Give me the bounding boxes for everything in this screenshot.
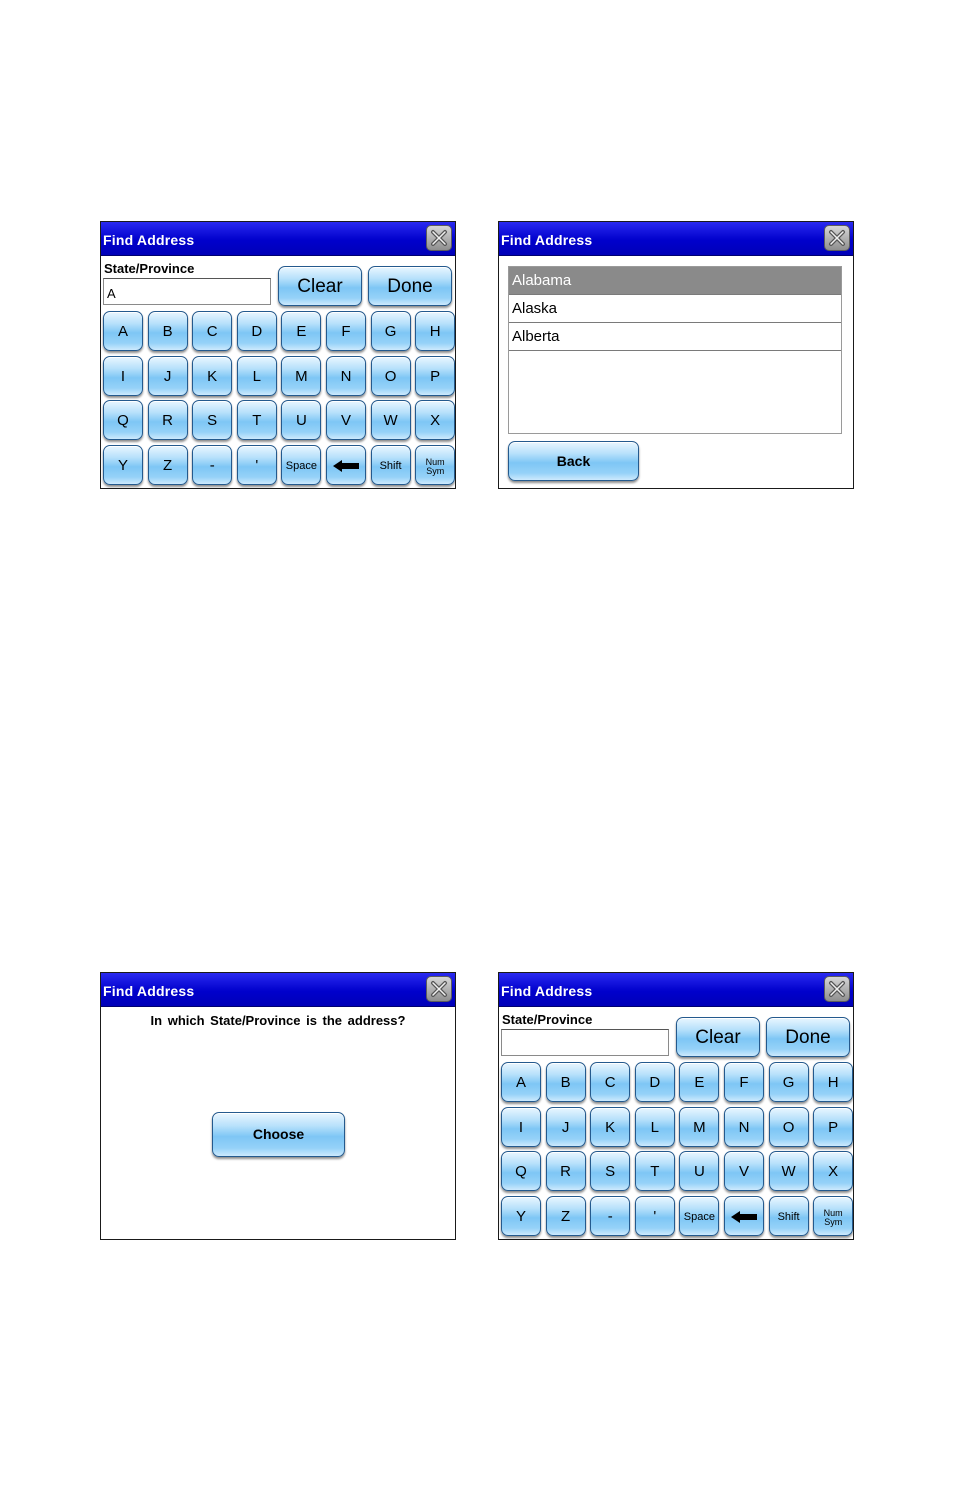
- state-province-input[interactable]: [501, 1029, 669, 1056]
- key-shift[interactable]: Shift: [371, 445, 411, 485]
- clear-button[interactable]: Clear: [278, 266, 362, 306]
- key-l[interactable]: L: [635, 1107, 675, 1147]
- state-list: [508, 266, 842, 434]
- key-j[interactable]: J: [546, 1107, 586, 1147]
- question-text: In which State/Province is the address?: [150, 1013, 406, 1028]
- key-h[interactable]: H: [415, 311, 455, 351]
- key-o[interactable]: O: [769, 1107, 809, 1147]
- key-a[interactable]: A: [103, 311, 143, 351]
- key-g[interactable]: G: [371, 311, 411, 351]
- key-v[interactable]: V: [724, 1151, 764, 1191]
- backspace-arrow-icon: [731, 1211, 757, 1223]
- key-o[interactable]: O: [371, 356, 411, 396]
- screen-state-list: [498, 221, 854, 489]
- key-dash[interactable]: -: [590, 1196, 630, 1236]
- choose-button[interactable]: Choose: [212, 1112, 345, 1157]
- key-x[interactable]: X: [415, 400, 455, 440]
- key-k[interactable]: K: [590, 1107, 630, 1147]
- close-button[interactable]: [824, 976, 850, 1002]
- list-item[interactable]: Alaska: [509, 295, 841, 323]
- key-s[interactable]: S: [192, 400, 232, 440]
- state-province-input[interactable]: A: [103, 278, 271, 305]
- key-r[interactable]: R: [148, 400, 188, 440]
- key-apostrophe[interactable]: ': [237, 445, 277, 485]
- key-l[interactable]: L: [237, 356, 277, 396]
- field-label: State/Province: [104, 261, 195, 276]
- list-item[interactable]: Alberta: [509, 323, 841, 351]
- num-sym-line1: Num: [425, 456, 445, 467]
- back-button[interactable]: Back: [508, 441, 639, 481]
- key-c[interactable]: C: [590, 1062, 630, 1102]
- key-w[interactable]: W: [371, 400, 411, 440]
- key-z[interactable]: Z: [546, 1196, 586, 1236]
- key-q[interactable]: Q: [103, 400, 143, 440]
- title-bar: [499, 973, 853, 1007]
- key-j[interactable]: J: [148, 356, 188, 396]
- num-sym-key[interactable]: [415, 445, 455, 485]
- key-k[interactable]: K: [192, 356, 232, 396]
- title-bar: [101, 973, 455, 1007]
- key-t[interactable]: T: [237, 400, 277, 440]
- num-sym-key[interactable]: [813, 1196, 853, 1236]
- backspace-key[interactable]: [326, 445, 366, 485]
- key-w[interactable]: W: [769, 1151, 809, 1191]
- key-b[interactable]: B: [148, 311, 188, 351]
- key-x[interactable]: X: [813, 1151, 853, 1191]
- close-icon: [430, 229, 448, 247]
- key-space[interactable]: Space: [281, 445, 321, 485]
- key-z[interactable]: Z: [148, 445, 188, 485]
- key-apostrophe[interactable]: ': [635, 1196, 675, 1236]
- screen-prompt: [100, 972, 456, 1240]
- num-sym-line1: Num: [823, 1207, 843, 1218]
- close-button[interactable]: [426, 976, 452, 1002]
- key-n[interactable]: N: [724, 1107, 764, 1147]
- num-sym-line2: Sym: [426, 465, 445, 476]
- key-i[interactable]: I: [103, 356, 143, 396]
- backspace-key[interactable]: [724, 1196, 764, 1236]
- title-bar: [499, 222, 853, 256]
- field-label: State/Province: [502, 1012, 593, 1027]
- key-y[interactable]: Y: [103, 445, 143, 485]
- key-m[interactable]: M: [679, 1107, 719, 1147]
- key-f[interactable]: F: [724, 1062, 764, 1102]
- done-button[interactable]: Done: [368, 266, 452, 306]
- key-q[interactable]: Q: [501, 1151, 541, 1191]
- backspace-arrow-icon: [333, 460, 359, 472]
- close-button[interactable]: [426, 225, 452, 251]
- key-e[interactable]: E: [281, 311, 321, 351]
- key-e[interactable]: E: [679, 1062, 719, 1102]
- key-y[interactable]: Y: [501, 1196, 541, 1236]
- key-p[interactable]: P: [813, 1107, 853, 1147]
- key-d[interactable]: D: [635, 1062, 675, 1102]
- close-icon: [828, 229, 846, 247]
- key-v[interactable]: V: [326, 400, 366, 440]
- key-g[interactable]: G: [769, 1062, 809, 1102]
- key-d[interactable]: D: [237, 311, 277, 351]
- key-u[interactable]: U: [281, 400, 321, 440]
- num-sym-line2: Sym: [824, 1216, 843, 1227]
- close-icon: [430, 980, 448, 998]
- key-h[interactable]: H: [813, 1062, 853, 1102]
- key-m[interactable]: M: [281, 356, 321, 396]
- key-space[interactable]: Space: [679, 1196, 719, 1236]
- window-title: Find Address: [103, 232, 195, 248]
- done-button[interactable]: Done: [766, 1017, 850, 1057]
- window-title: Find Address: [501, 983, 593, 999]
- clear-button[interactable]: Clear: [676, 1017, 760, 1057]
- key-a[interactable]: A: [501, 1062, 541, 1102]
- key-b[interactable]: B: [546, 1062, 586, 1102]
- list-item[interactable]: Alabama: [509, 267, 841, 295]
- screen-keyboard-filled: [100, 221, 456, 489]
- title-bar: [101, 222, 455, 256]
- close-icon: [828, 980, 846, 998]
- key-dash[interactable]: -: [192, 445, 232, 485]
- window-title: Find Address: [103, 983, 195, 999]
- key-p[interactable]: P: [415, 356, 455, 396]
- key-r[interactable]: R: [546, 1151, 586, 1191]
- key-u[interactable]: U: [679, 1151, 719, 1191]
- close-button[interactable]: [824, 225, 850, 251]
- key-n[interactable]: N: [326, 356, 366, 396]
- key-i[interactable]: I: [501, 1107, 541, 1147]
- key-t[interactable]: T: [635, 1151, 675, 1191]
- key-shift[interactable]: Shift: [769, 1196, 809, 1236]
- window-title: Find Address: [501, 232, 593, 248]
- key-f[interactable]: F: [326, 311, 366, 351]
- screen-keyboard-empty: [498, 972, 854, 1240]
- key-s[interactable]: S: [590, 1151, 630, 1191]
- key-c[interactable]: C: [192, 311, 232, 351]
